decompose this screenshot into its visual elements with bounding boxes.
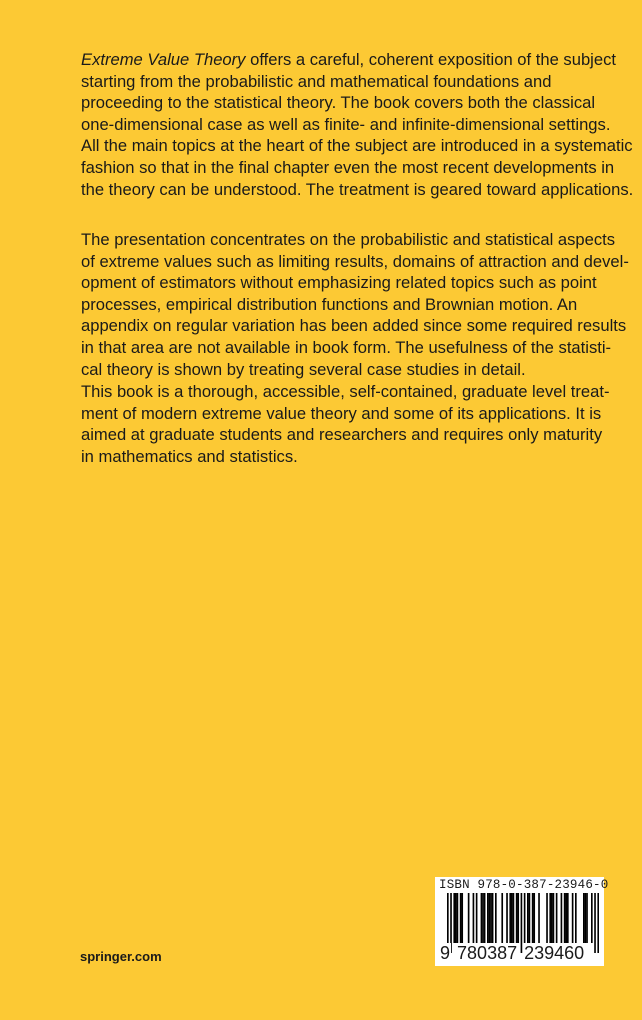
text-line: aimed at graduate students and researchers and requires only maturity — [81, 425, 603, 445]
barcode-bar — [455, 893, 457, 943]
text-line: cal theory is shown by treating several case studies in detail. — [81, 359, 526, 379]
barcode-bar — [501, 893, 503, 943]
text-line: of extreme values such as limiting results, domains of attraction and devel- — [81, 251, 629, 271]
barcode-bar — [572, 893, 574, 943]
text-line: in that area are not available in book form. The usefulness of the statisti- — [81, 337, 612, 357]
barcode-bar — [546, 893, 548, 943]
barcode-bar — [591, 893, 593, 943]
ean-first-digit: 9 — [440, 943, 451, 963]
barcode-bar — [586, 893, 588, 943]
publisher-website: springer.com — [80, 949, 162, 964]
barcode-bar — [457, 893, 459, 943]
isbn-label: ISBN 978-0-387-23946-0 — [439, 878, 609, 892]
barcode-bar — [492, 893, 494, 943]
barcode-bar — [564, 893, 566, 943]
barcode-bar — [561, 893, 563, 943]
barcode-bar — [453, 893, 455, 943]
barcode-bar — [549, 893, 551, 943]
barcode-bar — [489, 893, 491, 943]
barcode-bar — [490, 893, 492, 943]
barcode-bar — [476, 893, 478, 943]
barcode-bar — [511, 893, 513, 943]
text-line: the theory can be understood. The treatment is geared toward applications. — [81, 179, 634, 199]
barcode-bar — [538, 893, 540, 943]
text-line: opment of estimators without emphasizing related topics such as point — [81, 273, 597, 293]
barcode-bar — [468, 893, 470, 943]
barcode-bar — [565, 893, 567, 943]
barcode-bar — [527, 893, 529, 943]
text-line: one-dimensional case as well as finite- and infinite-dimensional settings. — [81, 114, 611, 134]
paragraph-1 — [81, 49, 634, 200]
text-line: processes, empirical distribution functions and Brownian motion. An — [81, 294, 578, 314]
barcode-bar — [594, 893, 596, 953]
barcode-bar — [481, 893, 483, 943]
barcode-bar — [533, 893, 535, 943]
barcode-bar — [556, 893, 558, 943]
text-line: The presentation concentrates on the probabilistic and statistical aspects — [81, 230, 616, 249]
book-title: Extreme Value Theory — [81, 50, 246, 69]
barcode-bar — [553, 893, 555, 943]
barcode-bar — [597, 893, 599, 953]
text-line: All the main topics at the heart of the subject are introduced in a systematic — [81, 136, 633, 156]
barcode-bar — [513, 893, 515, 943]
barcode-bar — [461, 893, 463, 943]
barcode-bar — [575, 893, 577, 943]
text-line: starting from the probabilistic and mathematical foundations and — [81, 71, 552, 91]
text-line: This book is a thorough, accessible, self-contained, graduate level treat- — [81, 382, 610, 401]
barcode-bar — [509, 893, 511, 943]
text-line: in mathematics and statistics. — [81, 446, 298, 466]
barcode-bar — [585, 893, 587, 943]
ean-right-digits: 239460 — [524, 943, 585, 963]
barcode-bar — [567, 893, 569, 943]
ean-digits — [439, 943, 585, 964]
barcode-bar — [517, 893, 519, 943]
barcode-bar — [482, 893, 484, 943]
barcode-bar — [487, 893, 489, 943]
text-line: Extreme Value Theory offers a careful, coherent exposition of the subject — [81, 50, 616, 69]
text-line: proceeding to the statistical theory. The book covers both the classical — [81, 93, 596, 113]
paragraph-2 — [81, 229, 629, 380]
barcode-bar — [529, 893, 531, 943]
barcode-bar — [460, 893, 462, 943]
barcode-bar — [473, 893, 475, 943]
isbn-barcode — [435, 877, 609, 966]
text-line: appendix on regular variation has been added since some required results — [81, 316, 627, 336]
barcode-bar — [484, 893, 486, 943]
barcode-bar — [532, 893, 534, 943]
text-line: ment of modern extreme value theory and some of its applications. It is — [81, 403, 602, 423]
ean-left-digits: 780387 — [457, 943, 518, 963]
barcode-bar — [495, 893, 497, 943]
barcode-bar — [506, 893, 508, 943]
barcode-bar — [551, 893, 553, 943]
text-line: fashion so that in the final chapter even the most recent developments in — [81, 157, 615, 177]
barcode-bar — [516, 893, 518, 943]
barcode-bar — [583, 893, 585, 943]
paragraph-3 — [81, 381, 610, 467]
